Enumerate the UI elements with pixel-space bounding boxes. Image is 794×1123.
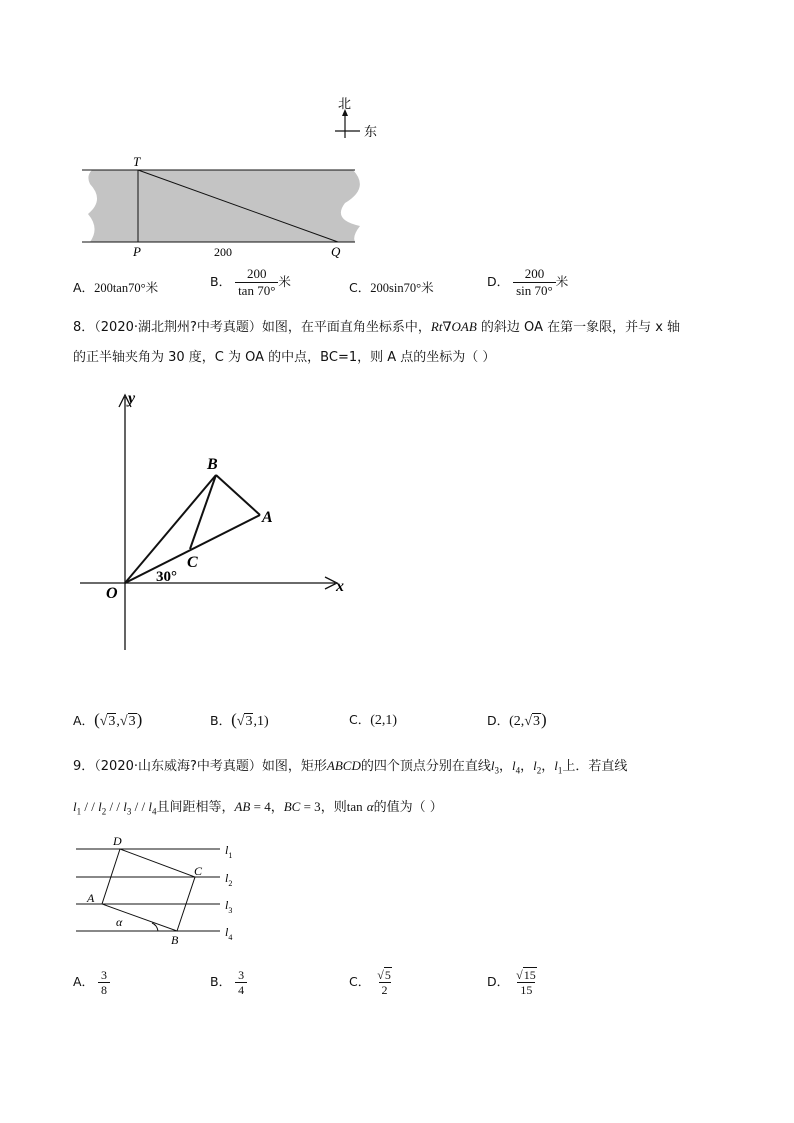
- q9-line2-comma: ，: [270, 800, 284, 815]
- q9-line1-l1: l: [554, 758, 558, 773]
- point-D-label: D: [113, 834, 122, 848]
- segment-BA: [216, 475, 260, 515]
- q9-option-c-letter: C．: [349, 974, 371, 989]
- q9-option-d-sqrt: √: [516, 968, 523, 982]
- q9-option-c-den: 2: [379, 982, 391, 997]
- q9-option-a-letter: A．: [73, 974, 95, 989]
- q8-option-a-sqrt1: √: [99, 714, 108, 729]
- point-Q-label: Q: [331, 244, 341, 259]
- point-B-label: B: [171, 933, 179, 947]
- angle-label: 30°: [156, 569, 177, 585]
- q8-line1-pre: 8．（2020·湖北荆州?中考真题）如图，在平面直角坐标系中，: [73, 320, 431, 335]
- q9-option-c-fraction: [374, 968, 395, 997]
- q7-option-d-num: 200: [524, 266, 545, 281]
- q9-line2-l1: l: [73, 799, 77, 814]
- q9-option-a-fraction: [98, 968, 110, 997]
- q8-coordinate-figure: [70, 385, 370, 660]
- q9-option-d-letter: D．: [487, 974, 510, 989]
- q9-line1-sub3: 3: [494, 765, 499, 776]
- q9-line1-l4: l: [512, 758, 516, 773]
- q9-option-a[interactable]: [73, 968, 110, 997]
- q8-option-b-open: (: [231, 710, 237, 729]
- q9-line1-l3: l: [490, 758, 495, 773]
- q8-option-a-open: (: [94, 710, 100, 729]
- q9-line2-post2: 的值为（ ）: [373, 800, 443, 815]
- q9-line1-abcd: ABCD: [326, 758, 361, 773]
- q8-option-a-sqrt2: √: [119, 714, 128, 729]
- q9-option-a-num: 3: [101, 968, 108, 982]
- q8-question-line1: [73, 316, 680, 335]
- q8-option-a-letter: A．: [73, 713, 95, 728]
- q8-option-b-letter: B．: [210, 713, 232, 728]
- q9-line2-alpha: α: [366, 799, 374, 814]
- q7-option-b-fraction: [235, 266, 278, 299]
- q7-option-d-den: sin 70°: [513, 282, 556, 299]
- q8-option-a-close: ): [136, 710, 143, 729]
- q8-option-b-rest: ,1): [253, 714, 269, 729]
- q8-question-line2: [73, 346, 495, 365]
- q9-option-d-fraction: [513, 968, 540, 997]
- l2-label: $l_2$: [225, 871, 233, 888]
- q8-option-a-comma: ,: [116, 714, 120, 729]
- q7-option-b-unit: 米: [278, 274, 291, 289]
- q8-option-d-pre: (2,: [509, 714, 525, 729]
- y-axis-label: y: [128, 390, 136, 407]
- q9-line1-mid: 的四个顶点分别在直线: [360, 759, 491, 774]
- q9-rectangle-figure: [70, 832, 260, 947]
- q9-option-b-den: 4: [235, 982, 247, 997]
- point-C-label: C: [187, 554, 198, 571]
- q9-option-b-letter: B．: [210, 974, 232, 989]
- q9-option-c-radicand: 5: [384, 968, 391, 982]
- q8-option-a-r1: 3: [108, 714, 116, 729]
- q9-line2-sub3: 3: [126, 806, 132, 817]
- q8-option-d[interactable]: [487, 710, 547, 730]
- l1-label: $l_1$: [225, 843, 233, 860]
- q9-line2-sub2: 2: [101, 806, 107, 817]
- q9-option-d-radicand: 15: [523, 968, 536, 982]
- segment-OA: [125, 515, 260, 583]
- q7-option-d-fraction: [513, 266, 556, 299]
- compass-icon: [335, 109, 360, 138]
- origin-label: O: [106, 585, 118, 602]
- q7-option-d-unit: 米: [555, 274, 569, 289]
- river-band: [88, 170, 360, 242]
- q9-line2-sub4: 4: [151, 806, 157, 817]
- segment-OB: [125, 475, 216, 583]
- q7-option-b[interactable]: [210, 266, 291, 299]
- q7-option-d-letter: D．: [487, 274, 510, 289]
- q8-option-d-letter: D．: [487, 713, 510, 728]
- x-axis-label: x: [336, 578, 344, 595]
- q9-line2-l2: l: [98, 799, 102, 814]
- compass-north-label: 北: [338, 96, 352, 111]
- q7-option-b-letter: B．: [210, 274, 232, 289]
- point-T-label: T: [133, 154, 141, 169]
- point-C-label: C: [194, 864, 203, 878]
- segment-BC: [190, 475, 216, 549]
- q9-line2-tan: tan: [346, 799, 363, 814]
- q9-line1-c1: ，: [498, 759, 512, 774]
- q9-option-d-den: 15: [517, 982, 535, 997]
- q8-option-b-r1: 3: [245, 714, 253, 729]
- q9-line1-sub1: 1: [557, 765, 563, 776]
- point-A-label: A: [87, 891, 95, 905]
- q7-option-d[interactable]: [487, 266, 568, 299]
- q8-line1-post: 的斜边 OA 在第一象限，并与 x 轴: [476, 320, 681, 335]
- q9-option-d-num: [513, 968, 540, 982]
- q9-option-b[interactable]: [210, 968, 247, 997]
- q9-line2-sub1: 1: [76, 806, 82, 817]
- q9-line1-c2: ，: [520, 759, 534, 774]
- q7-option-b-den: tan 70°: [235, 282, 278, 299]
- q8-option-a-r2: 3: [128, 714, 136, 729]
- l4-label: $l_4$: [225, 925, 233, 942]
- q8-option-a[interactable]: [73, 710, 142, 730]
- q8-option-c[interactable]: [349, 710, 397, 729]
- q9-line2-ab: AB: [234, 799, 251, 814]
- q9-line2-sep3: / /: [131, 799, 149, 814]
- q7-option-a-text: 200tan70°米: [94, 281, 159, 295]
- q8-option-d-sqrt: √: [524, 714, 532, 729]
- q9-option-a-den: 8: [98, 982, 110, 997]
- q7-option-c-letter: C．: [349, 280, 371, 295]
- point-B-label: B: [207, 456, 218, 473]
- q8-option-c-letter: C．: [349, 712, 371, 727]
- q7-option-a-letter: A．: [73, 280, 95, 295]
- alpha-label: α: [116, 915, 123, 929]
- q9-line1-sub4: 4: [515, 765, 521, 776]
- river-figure: [70, 88, 400, 268]
- q9-line2-bc: BC: [283, 799, 301, 814]
- q8-option-c-text: (2,1): [370, 713, 398, 728]
- q9-line2-sep1: / /: [81, 799, 99, 814]
- point-P-label: P: [133, 244, 141, 259]
- q9-option-b-fraction: [235, 968, 247, 997]
- q9-line1-sub2: 2: [536, 765, 542, 776]
- q8-option-d-r: 3: [533, 714, 540, 729]
- q7-option-c-text: 200sin70°米: [370, 281, 434, 295]
- q9-line2-mid: 且间距相等，: [156, 800, 235, 815]
- q9-line2-bc-val: = 3: [300, 799, 321, 814]
- point-A-label: A: [262, 509, 273, 526]
- q9-option-d[interactable]: [487, 968, 540, 997]
- q9-line1-l2: l: [533, 758, 537, 773]
- q8-option-d-close: ): [541, 710, 547, 729]
- q9-line2-sep2: / /: [106, 799, 124, 814]
- q9-line2-post1: ，则: [320, 800, 347, 815]
- q8-option-b[interactable]: [210, 710, 269, 730]
- q7-option-a[interactable]: [73, 278, 158, 296]
- q9-question-line2: [73, 796, 443, 817]
- q8-line1-math: Rt∇OAB: [430, 319, 477, 334]
- q8-option-b-sqrt: √: [236, 714, 245, 729]
- q9-question-line1: [73, 755, 627, 776]
- q9-option-c-sqrt: √: [377, 968, 384, 982]
- q9-option-b-num: 3: [238, 968, 245, 982]
- q9-line2-l4: l: [148, 799, 152, 814]
- q9-line1-post: 上．若直线: [562, 759, 628, 774]
- q8-line2: 的正半轴夹角为 30 度，C 为 OA 的中点，BC=1，则 A 点的坐标为（ ）: [73, 350, 496, 365]
- l3-label: $l_3$: [225, 898, 233, 915]
- q9-line1-c3: ，: [541, 759, 555, 774]
- q9-option-c[interactable]: [349, 968, 395, 997]
- distance-label: 200: [214, 245, 232, 259]
- q7-option-b-num: 200: [246, 266, 267, 281]
- compass-east-label: 东: [364, 124, 378, 139]
- q9-option-c-num: [374, 968, 395, 982]
- q9-line2-ab-val: = 4: [250, 799, 271, 814]
- q7-option-c[interactable]: [349, 278, 434, 296]
- q9-line2-l3: l: [123, 799, 127, 814]
- q9-line1-pre: 9．（2020·山东威海?中考真题）如图，矩形: [73, 759, 327, 774]
